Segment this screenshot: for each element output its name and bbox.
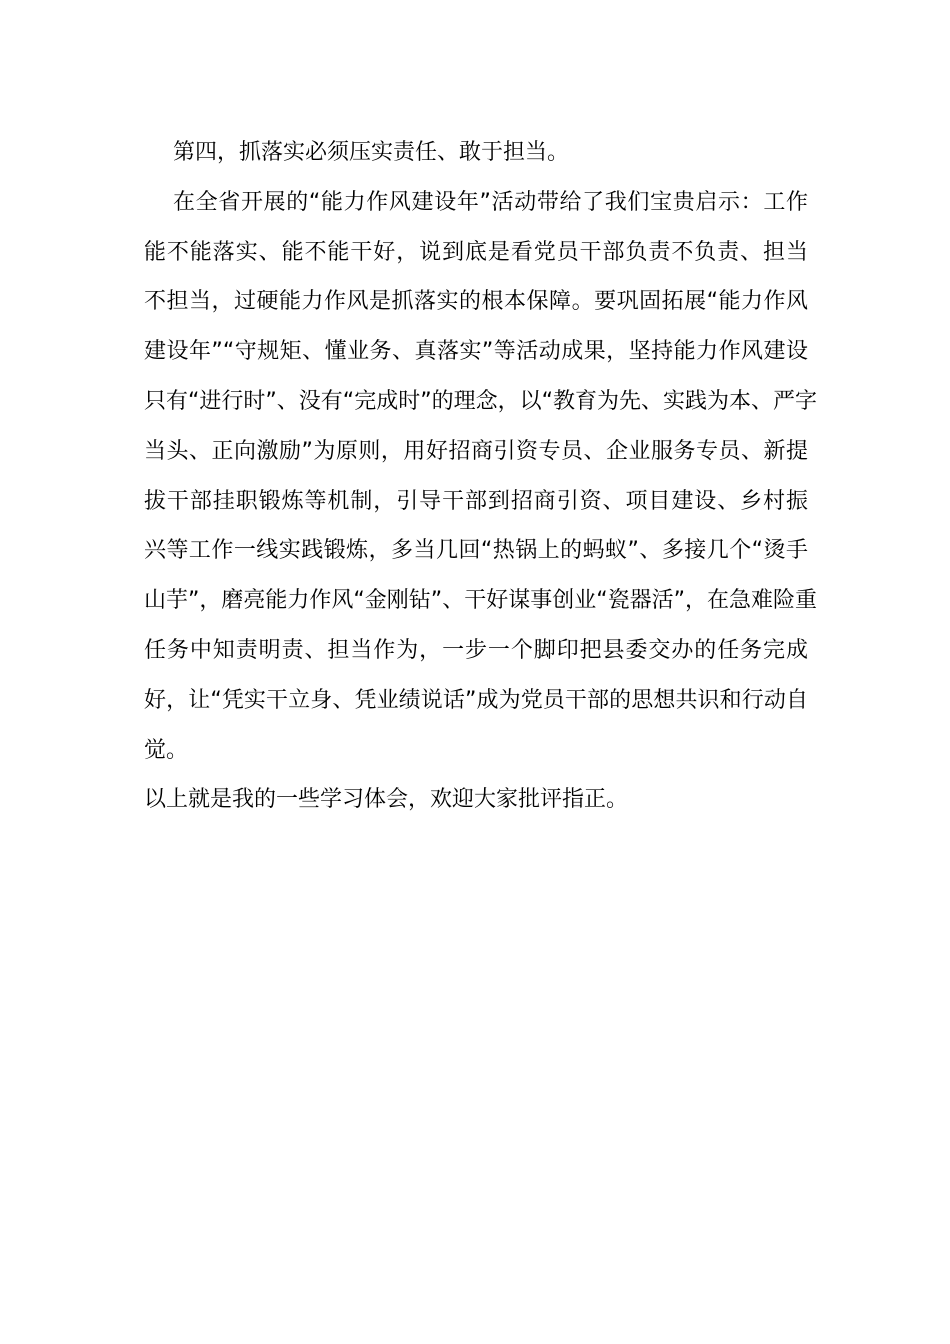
document-body: [144, 128, 817, 825]
section-heading: 第四，抓落实必须压实责任、敢于担当。: [173, 140, 570, 165]
paragraph-line: 山芋”，磨亮能力作风“金刚钻”、干好谋事创业“瓷器活”，在急难险重: [144, 588, 817, 614]
paragraph-line: 在全省开展的“能力作风建设年”活动带给了我们宝贵启示：工作: [173, 189, 808, 215]
closing-remark: 以上就是我的一些学习体会，欢迎大家批评指正。: [144, 787, 629, 813]
paragraph: [144, 178, 817, 776]
paragraph-line: 能不能落实、能不能干好，说到底是看党员干部负责不负责、担当: [144, 239, 808, 265]
paragraph-line: 好，让“凭实干立身、凭业绩说话”成为党员干部的思想共识和行动自: [144, 687, 808, 713]
paragraph-line: 建设年”“守规矩、懂业务、真落实”等活动成果，坚持能力作风建设: [144, 339, 808, 365]
paragraph-line: 觉。: [144, 737, 189, 763]
paragraph-line: 不担当，过硬能力作风是抓落实的根本保障。要巩固拓展“能力作风: [144, 289, 808, 315]
paragraph-line: 只有“进行时”、没有“完成时”的理念，以“教育为先、实践为本、严字: [144, 388, 817, 414]
paragraph-line: 拔干部挂职锻炼等机制，引导干部到招商引资、项目建设、乡村振: [144, 488, 808, 514]
paragraph-line: 任务中知责明责、担当作为，一步一个脚印把县委交办的任务完成: [144, 637, 808, 663]
paragraph-line: 兴等工作一线实践锻炼，多当几回“热锅上的蚂蚁”、多接几个“烫手: [144, 538, 808, 564]
paragraph-line: 当头、正向激励”为原则，用好招商引资专员、企业服务专员、新提: [144, 438, 808, 464]
